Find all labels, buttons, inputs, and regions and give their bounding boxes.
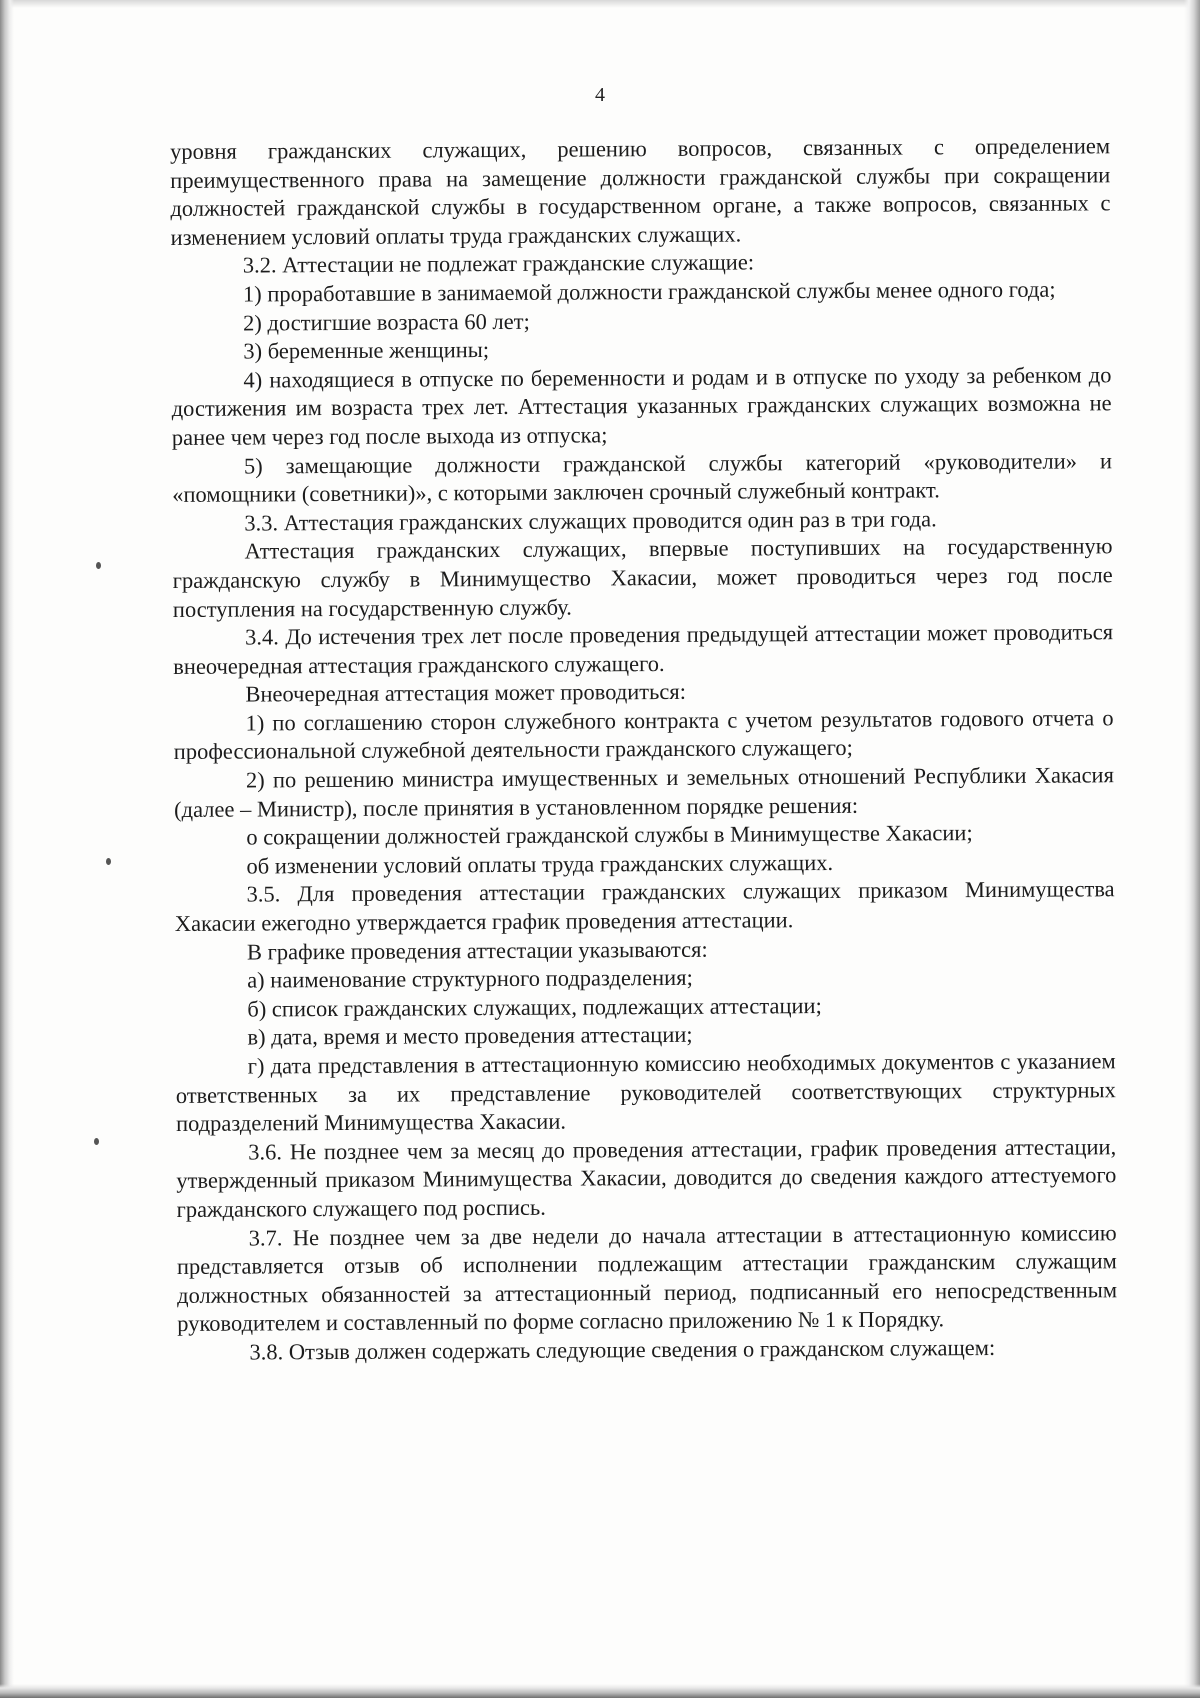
paragraph: 3.2. Аттестации не подлежат гражданские служащие: <box>242 249 755 278</box>
paragraph: а) наименование структурного подразделения; <box>247 965 693 993</box>
paragraph: 2) по решению министра имущественных и земельных отношений Республики Хакасия (далее – Министр), после принятия в установленном порядке решения: <box>174 762 1114 822</box>
paragraph: 3.3. Аттестация гражданских служащих проводится один раз в три года. <box>244 506 937 536</box>
paragraph: уровня гражданских служащих, решению вопросов, связанных с определением преимущественного права на замещение должности гражданской службы при сокращении должностей гражданской службы в государственном органе, а также вопросов, связанных с изменением условий оплаты труда гражданских служащих. <box>170 133 1111 250</box>
paragraph: Внеочередная аттестация может проводиться: <box>245 679 687 707</box>
paragraph: Аттестация гражданских служащих, впервые поступивших на государственную гражданскую службу в Минимущество Хакасии, может проводиться через год после поступления на государственную службу. <box>172 533 1113 622</box>
scan-edge-top <box>0 0 1200 8</box>
paragraph: В графике проведения аттестации указываются: <box>246 936 708 965</box>
paragraph: в) дата, время и место проведения аттестации; <box>247 1022 693 1050</box>
paragraph: 3.6. Не позднее чем за месяц до проведения аттестации, график проведения аттестации, утвержденный приказом Минимущества Хакасии, доводится до сведения каждого аттестуемого гражданского служащего под роспись. <box>176 1134 1117 1222</box>
paragraph: 3.7. Не позднее чем за две недели до начала аттестации в аттестационную комиссию представляется отзыв об исполнении подлежащим аттестации гражданским служащим должностных обязанностей за аттестационный период, подписанный его непосредственным руководителем и составленный по форме согласно приложению № 1 к Порядку. <box>176 1219 1118 1337</box>
paragraph: 1) проработавшие в занимаемой должности гражданской службы менее одного года; <box>242 276 1056 307</box>
paragraph: 3.5. Для проведения аттестации гражданских служащих приказом Минимущества Хакасии ежегодно утверждается график проведения аттестации. <box>174 876 1115 937</box>
scan-speck <box>94 1138 99 1145</box>
paragraph: 5) замещающие должности гражданской службы категорий «руководители» и «помощники (советники)», с которыми заключен срочный служебный контракт. <box>172 447 1113 508</box>
paragraph: 1) по соглашению сторон служебного контракта с учетом результатов годового отчета о профессиональной служебной деятельности гражданского служащего; <box>173 705 1114 765</box>
scan-speck <box>96 562 101 569</box>
scan-speck <box>106 858 111 865</box>
scan-edge-left <box>0 0 14 1698</box>
paragraph: б) список гражданских служащих, подлежащих аттестации; <box>247 992 822 1022</box>
paragraph: о сокращении должностей гражданской службы в Минимуществе Хакасии; <box>246 820 973 850</box>
paragraph: 3) беременные женщины; <box>243 337 490 364</box>
page-number: 4 <box>595 84 605 106</box>
paragraph: 4) находящиеся в отпуске по беременности и родам и в отпуске по уходу за ребенком до достижения им возраста трех лет. Аттестация указанных гражданских служащих возможна не ранее чем через год после выхода из отпуска; <box>171 362 1112 450</box>
paragraph: 3.4. До истечения трех лет после проведения предыдущей аттестации может проводиться внеочередная аттестация гражданского служащего. <box>173 619 1114 679</box>
paragraph: 3.8. Отзыв должен содержать следующие сведения о гражданском служащем: <box>249 1334 996 1365</box>
document-body <box>170 132 1117 1367</box>
scan-edge-bottom <box>0 1684 1200 1698</box>
paragraph: г) дата представления в аттестационную комиссию необходимых документов с указанием ответственных за их представление руководителей соответствующих структурных подразделений Минимущества Хакасии. <box>175 1048 1116 1137</box>
scan-edge-right <box>1184 0 1200 1698</box>
paragraph: 2) достигшие возраста 60 лет; <box>243 308 530 336</box>
paragraph: об изменении условий оплаты труда гражданских служащих. <box>246 849 834 879</box>
